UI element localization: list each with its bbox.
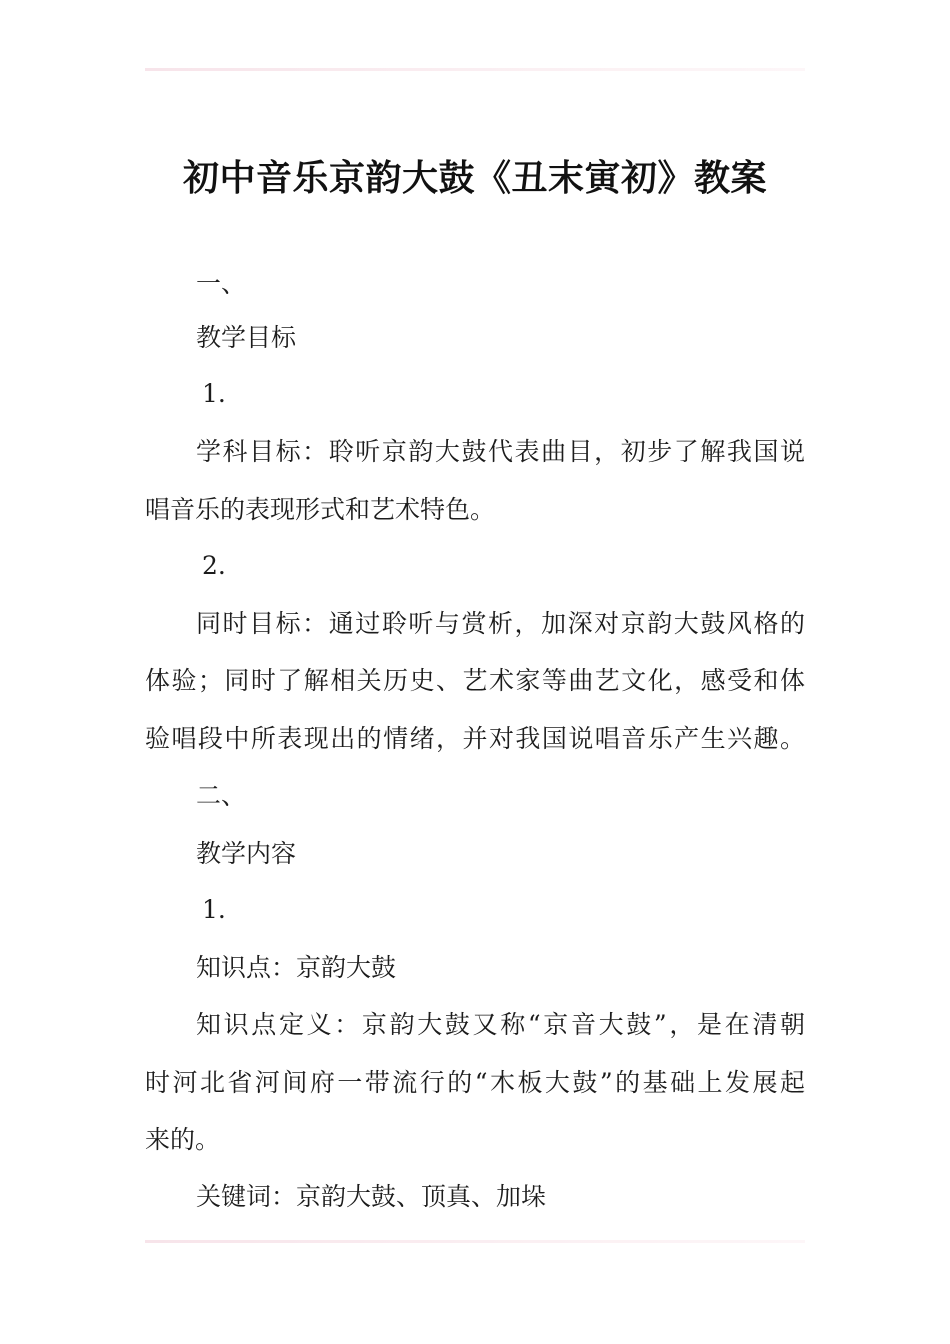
header-rule: [145, 68, 805, 71]
paragraph-line: 体验；同时了解相关历史、艺术家等曲艺文化，感受和体: [145, 666, 805, 695]
section-number-1: 一、: [196, 269, 247, 298]
footer-rule: [145, 1240, 805, 1243]
paragraph-line: 知识点：京韵大鼓: [196, 953, 397, 982]
paragraph-line: 知识点定义：京韵大鼓又称“京音大鼓”，是在清朝: [196, 1010, 805, 1039]
document-title: 初中音乐京韵大鼓《丑末寅初》教案: [182, 157, 767, 200]
paragraph-line: 同时目标：通过聆听与赏析，加深对京韵大鼓风格的: [196, 609, 805, 638]
item-number-1: 1.: [202, 895, 226, 924]
paragraph-line: 时河北省河间府一带流行的“木板大鼓”的基础上发展起: [145, 1068, 805, 1097]
paragraph-line: 验唱段中所表现出的情绪，并对我国说唱音乐产生兴趣。: [145, 724, 805, 753]
item-number-2: 2.: [202, 551, 226, 580]
paragraph-line: 学科目标：聆听京韵大鼓代表曲目，初步了解我国说: [196, 437, 805, 466]
paragraph-line: 关键词：京韵大鼓、顶真、加垛: [196, 1182, 547, 1211]
paragraph-line: 唱音乐的表现形式和艺术特色。: [145, 495, 496, 524]
paragraph-line: 来的。: [145, 1125, 221, 1154]
section-heading-teaching-goals: 教学目标: [196, 323, 297, 352]
section-heading-teaching-content: 教学内容: [196, 839, 297, 868]
item-number-1: 1.: [202, 379, 226, 408]
section-number-2: 二、: [196, 781, 247, 810]
